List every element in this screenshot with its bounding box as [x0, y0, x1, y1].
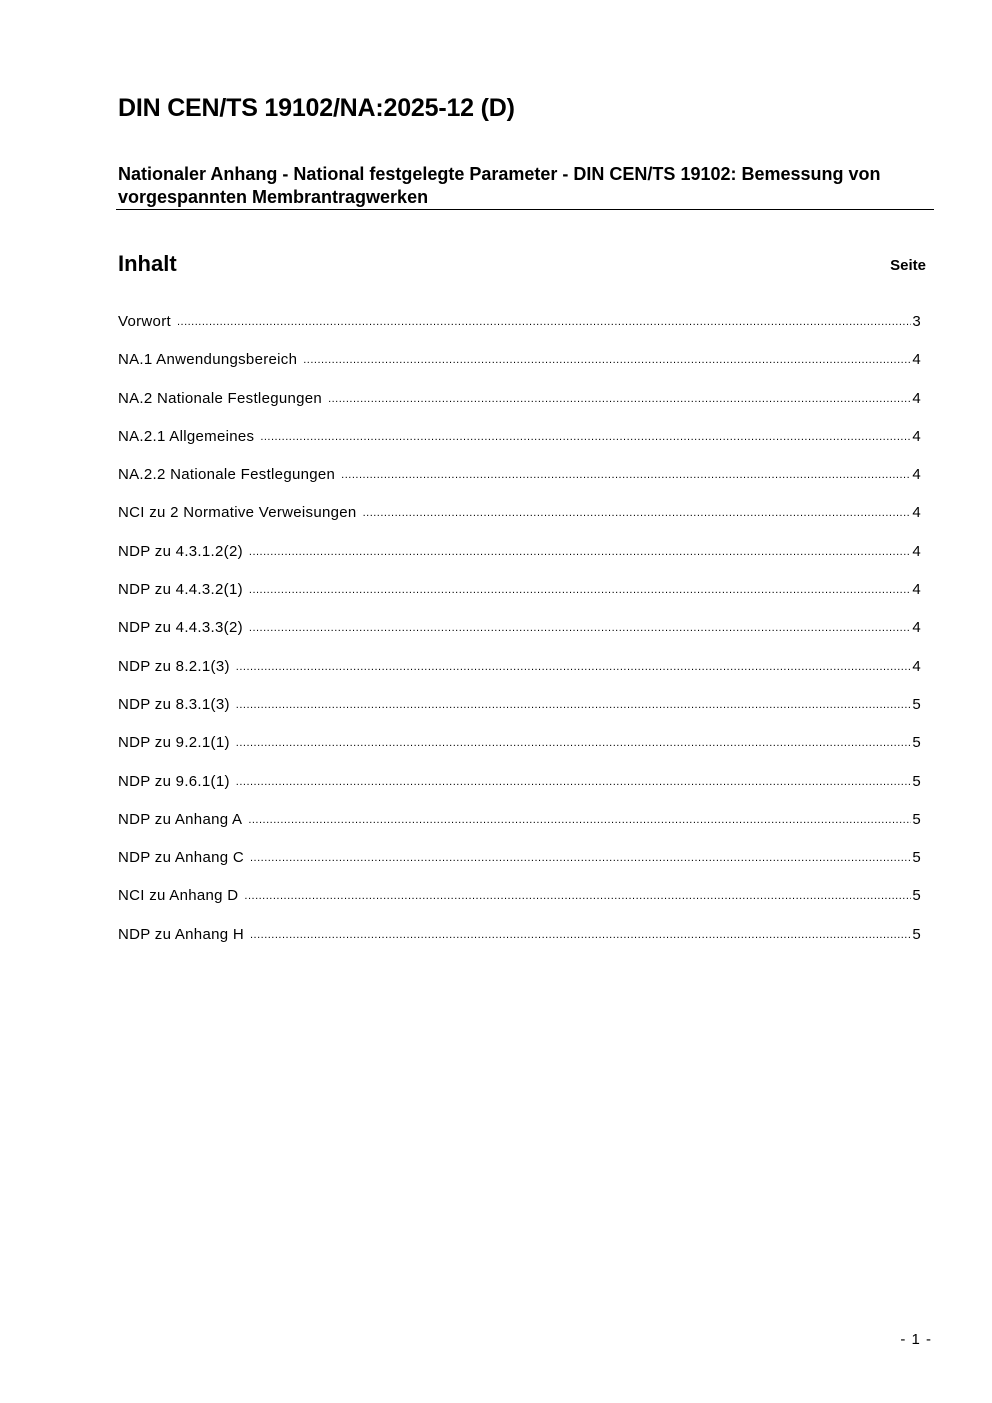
toc-entry-page: 5	[912, 849, 921, 867]
toc-entry-ndp-anhang-a[interactable]	[118, 811, 921, 849]
toc-dot-leader	[260, 431, 911, 443]
toc-entry-label: NA.2.2 Nationale Festlegungen	[118, 466, 336, 484]
toc-entry-na1[interactable]	[118, 351, 921, 389]
toc-dot-leader	[236, 737, 912, 749]
toc-dot-leader	[249, 584, 911, 596]
document-subtitle: Nationaler Anhang - National festgelegte Parameter - DIN CEN/TS 19102: Bemessung von vorgespannten Membrantragwerken	[118, 164, 881, 207]
toc-entry-ndp-4-3-1-2[interactable]	[118, 543, 921, 581]
toc-entry-label: Vorwort	[118, 313, 171, 330]
toc-entry-ndp-4-4-3-3[interactable]	[118, 619, 921, 657]
toc-entry-label: NA.2 Nationale Festlegungen	[118, 389, 323, 407]
toc-entry-nci-anhang-d[interactable]	[118, 887, 921, 925]
toc-entry-label: NA.1 Anwendungsbereich	[118, 351, 298, 369]
toc-entry-page: 4	[912, 466, 921, 484]
toc-dot-leader	[177, 316, 911, 328]
toc-entry-page: 4	[912, 619, 921, 637]
toc-entry-vorwort[interactable]	[118, 313, 921, 351]
toc-entry-label: NDP zu 9.2.1(1)	[118, 734, 230, 752]
toc-dot-leader	[328, 393, 911, 405]
toc-entry-nci-2[interactable]	[118, 504, 921, 542]
toc-entry-ndp-anhang-c[interactable]	[118, 849, 921, 887]
toc-entry-page: 4	[912, 657, 921, 675]
toc-entry-label: NDP zu Anhang A	[118, 810, 243, 828]
toc-dot-leader	[236, 699, 912, 711]
toc-entry-label: NDP zu 8.2.1(3)	[118, 657, 230, 675]
toc-dot-leader	[236, 661, 912, 673]
toc-entry-label: NCI zu Anhang D	[118, 887, 239, 905]
toc-entry-label: NDP zu 8.3.1(3)	[118, 695, 230, 713]
toc-entry-page: 5	[912, 925, 921, 943]
toc-dot-leader	[341, 469, 911, 481]
toc-entry-label: NDP zu 4.3.1.2(2)	[118, 542, 243, 560]
page-number: - 1 -	[900, 1331, 932, 1348]
toc-entry-ndp-9-6-1[interactable]	[118, 773, 921, 811]
toc-page-column-label: Seite	[890, 257, 926, 274]
toc-dot-leader	[236, 776, 912, 788]
toc-entry-page: 5	[912, 734, 921, 752]
toc-entry-page: 5	[912, 810, 921, 828]
toc-dot-leader	[250, 929, 911, 941]
toc-dot-leader	[363, 507, 912, 519]
toc-entry-ndp-8-2-1[interactable]	[118, 658, 921, 696]
toc-entry-label: NDP zu 4.4.3.2(1)	[118, 581, 243, 599]
toc-entry-na21[interactable]	[118, 428, 921, 466]
toc-entry-label: NDP zu Anhang C	[118, 849, 244, 867]
toc-dot-leader	[249, 546, 911, 558]
table-of-contents	[118, 313, 921, 964]
toc-dot-leader	[244, 890, 911, 902]
toc-entry-page: 4	[912, 504, 921, 522]
toc-entry-page: 5	[912, 695, 921, 713]
toc-entry-ndp-4-4-3-2[interactable]	[118, 581, 921, 619]
toc-entry-ndp-anhang-h[interactable]	[118, 926, 921, 964]
toc-entry-page: 4	[912, 389, 921, 407]
toc-entry-page: 4	[912, 542, 921, 560]
toc-entry-page: 5	[912, 772, 921, 790]
toc-entry-label: NDP zu 9.6.1(1)	[118, 772, 230, 790]
toc-dot-leader	[248, 814, 911, 826]
toc-dot-leader	[303, 354, 911, 366]
toc-dot-leader	[249, 622, 911, 634]
title-divider	[116, 209, 934, 210]
toc-entry-page: 5	[912, 887, 921, 905]
toc-entry-label: NA.2.1 Allgemeines	[118, 427, 255, 445]
toc-entry-label: NDP zu Anhang H	[118, 925, 244, 943]
toc-entry-label: NCI zu 2 Normative Verweisungen	[118, 504, 357, 522]
toc-entry-ndp-8-3-1[interactable]	[118, 696, 921, 734]
toc-entry-page: 4	[912, 351, 921, 369]
toc-entry-na22[interactable]	[118, 466, 921, 504]
document-id: DIN CEN/TS 19102/NA:2025-12 (D)	[118, 94, 515, 122]
toc-entry-label: NDP zu 4.4.3.3(2)	[118, 619, 243, 637]
toc-entry-na2[interactable]	[118, 390, 921, 428]
toc-entry-page: 3	[912, 313, 921, 330]
toc-entry-page: 4	[912, 427, 921, 445]
toc-dot-leader	[250, 852, 911, 864]
toc-entry-page: 4	[912, 581, 921, 599]
toc-entry-ndp-9-2-1[interactable]	[118, 734, 921, 772]
toc-heading: Inhalt	[118, 251, 177, 276]
